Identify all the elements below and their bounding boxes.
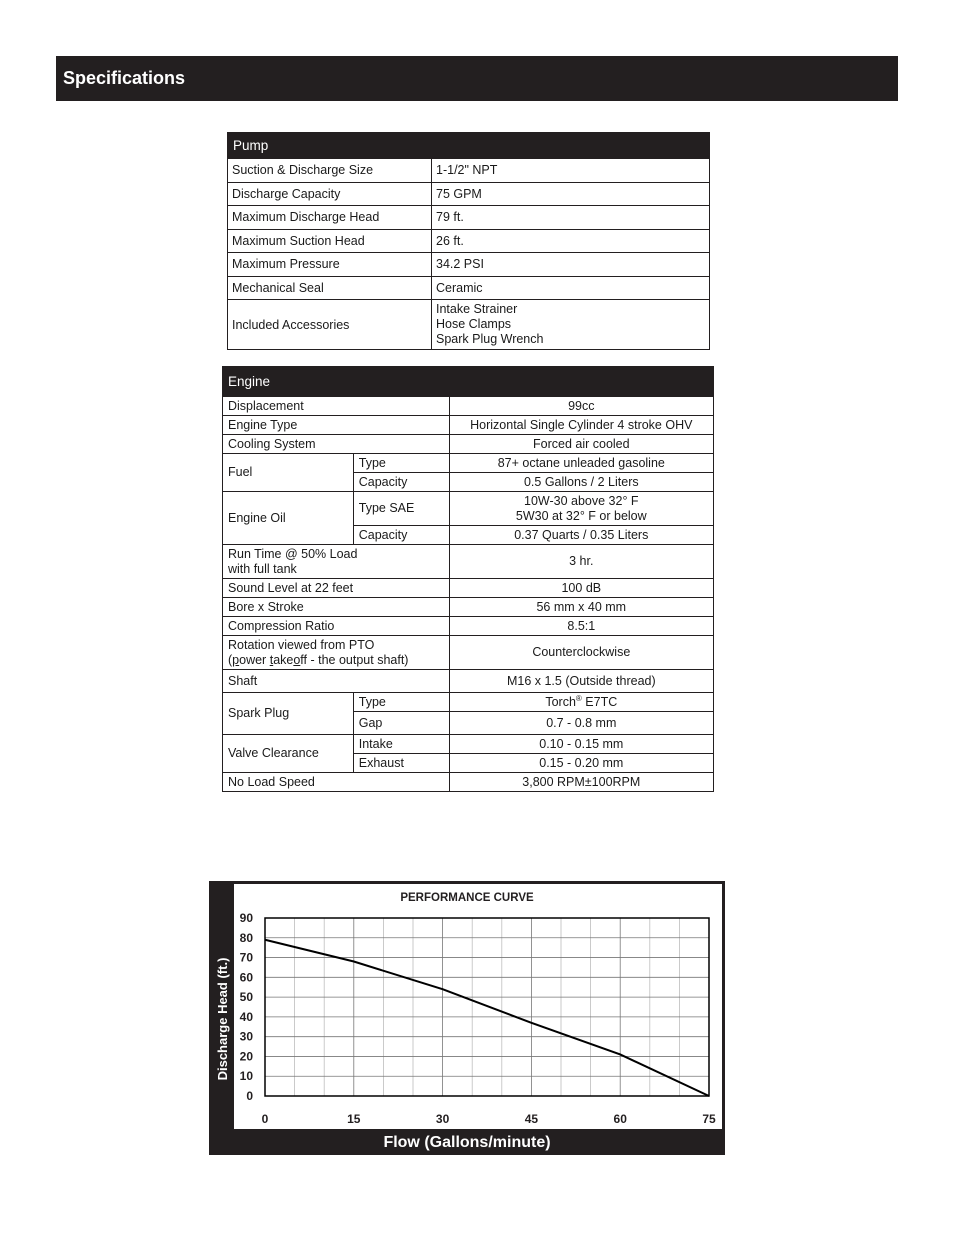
spec-value: 8.5:1 <box>449 617 713 636</box>
spec-value: 0.7 - 0.8 mm <box>449 712 713 735</box>
x-tick-label: 60 <box>613 1112 627 1126</box>
spec-label: Fuel <box>223 454 354 492</box>
table-row <box>223 492 714 526</box>
spec-label: Bore x Stroke <box>223 598 450 617</box>
spec-value: 75 GPM <box>432 182 710 206</box>
pump-spec-table <box>227 132 710 350</box>
spec-sublabel: Gap <box>353 712 449 735</box>
spec-value: 34.2 PSI <box>432 253 710 277</box>
x-tick-label: 30 <box>435 1112 450 1126</box>
spec-value: Forced air cooled <box>449 435 713 454</box>
table-row <box>228 253 710 277</box>
y-tick-label: 60 <box>239 970 253 985</box>
spec-value: Ceramic <box>432 276 710 300</box>
list-item: Hose Clamps <box>436 317 512 331</box>
label-line: Rotation viewed from PTO <box>228 637 375 652</box>
spec-label: Engine Type <box>223 416 450 435</box>
spec-value: 79 ft. <box>432 206 710 230</box>
table-row <box>223 435 714 454</box>
spec-value: 3 hr. <box>449 545 713 579</box>
spec-label: Maximum Discharge Head <box>228 206 432 230</box>
spec-label: Displacement <box>223 397 450 416</box>
spec-label: Discharge Capacity <box>228 182 432 206</box>
chart-plot-background <box>234 884 722 1129</box>
spec-label: Included Accessories <box>228 300 432 350</box>
spec-value: Counterclockwise <box>449 636 713 670</box>
table-row <box>228 159 710 183</box>
y-tick-label: 40 <box>239 1009 253 1024</box>
spec-value: Torch® E7TC <box>449 693 713 712</box>
spec-value: 1-1/2" NPT <box>432 159 710 183</box>
spec-value: 0.37 Quarts / 0.35 Liters <box>449 526 713 545</box>
spec-label: Maximum Suction Head <box>228 229 432 253</box>
table-row <box>223 773 714 792</box>
table-row <box>223 545 714 579</box>
x-tick-label: 0 <box>261 1112 269 1126</box>
spec-label: Cooling System <box>223 435 450 454</box>
spec-sublabel: Capacity <box>353 473 449 492</box>
y-tick-label: 10 <box>239 1069 253 1084</box>
spec-value: 26 ft. <box>432 229 710 253</box>
table-row <box>223 579 714 598</box>
spec-label: Valve Clearance <box>223 735 354 773</box>
pump-heading: Pump <box>228 133 710 159</box>
spec-label: Mechanical Seal <box>228 276 432 300</box>
label-line: Run Time @ 50% Load <box>228 546 358 561</box>
spec-label: Maximum Pressure <box>228 253 432 277</box>
y-tick-label: 20 <box>239 1049 253 1064</box>
y-tick-label: 0 <box>246 1089 253 1103</box>
table-row <box>223 416 714 435</box>
label-line: (power takeoff - the output shaft) <box>228 652 409 667</box>
spec-value: 56 mm x 40 mm <box>449 598 713 617</box>
table-row <box>223 693 714 712</box>
engine-heading: Engine <box>223 367 714 397</box>
chart-y-axis-label: Discharge Head (ft.) <box>215 957 230 1081</box>
list-item: Intake Strainer <box>436 302 518 316</box>
spec-label: Shaft <box>223 670 450 693</box>
spec-value: 0.10 - 0.15 mm <box>449 735 713 754</box>
spec-label <box>223 636 450 670</box>
table-row <box>223 670 714 693</box>
spec-sublabel: Intake <box>353 735 449 754</box>
spec-label: Suction & Discharge Size <box>228 159 432 183</box>
spec-sublabel: Capacity <box>353 526 449 545</box>
table-row <box>223 397 714 416</box>
x-tick-label: 75 <box>702 1112 716 1126</box>
table-row <box>228 276 710 300</box>
table-row <box>228 206 710 230</box>
spec-label <box>223 545 450 579</box>
accessories-list <box>432 300 710 350</box>
page-title: Specifications <box>56 56 898 101</box>
x-tick-label: 45 <box>524 1112 539 1126</box>
table-row <box>223 454 714 473</box>
spec-value <box>449 492 713 526</box>
x-tick-label: 15 <box>347 1112 361 1126</box>
table-row <box>223 598 714 617</box>
table-row <box>223 735 714 754</box>
label-line: with full tank <box>228 561 297 576</box>
y-tick-label: 80 <box>239 930 253 945</box>
spec-label: Engine Oil <box>223 492 354 545</box>
spec-value: M16 x 1.5 (Outside thread) <box>449 670 713 693</box>
spec-value: 3,800 RPM±100RPM <box>449 773 713 792</box>
oil-type-line: 5W30 at 32° F or below <box>515 508 647 523</box>
spec-sublabel: Exhaust <box>353 754 449 773</box>
y-tick-label: 50 <box>239 990 253 1005</box>
spec-value: 100 dB <box>449 579 713 598</box>
spec-label: Compression Ratio <box>223 617 450 636</box>
chart-svg <box>209 881 725 1155</box>
y-tick-label: 90 <box>239 911 253 925</box>
spec-label: Spark Plug <box>223 693 354 735</box>
spec-value: 87+ octane unleaded gasoline <box>449 454 713 473</box>
y-tick-label: 30 <box>239 1029 253 1044</box>
performance-chart <box>209 881 725 1155</box>
table-row <box>228 300 710 350</box>
spec-sublabel: Type <box>353 693 449 712</box>
engine-spec-table <box>222 366 714 792</box>
spec-value: Horizontal Single Cylinder 4 stroke OHV <box>449 416 713 435</box>
spec-sublabel: Type SAE <box>353 492 449 526</box>
spec-label: Sound Level at 22 feet <box>223 579 450 598</box>
chart-title: PERFORMANCE CURVE <box>400 892 534 904</box>
table-row <box>223 636 714 670</box>
chart-x-axis-label: Flow (Gallons/minute) <box>383 1134 551 1151</box>
table-row <box>223 617 714 636</box>
oil-type-line: 10W-30 above 32° F <box>524 493 639 508</box>
spec-value: 99cc <box>449 397 713 416</box>
y-tick-label: 70 <box>239 950 253 965</box>
table-row <box>228 229 710 253</box>
table-row <box>228 182 710 206</box>
list-item: Spark Plug Wrench <box>436 332 544 346</box>
spec-value: 0.5 Gallons / 2 Liters <box>449 473 713 492</box>
spec-sublabel: Type <box>353 454 449 473</box>
spec-label: No Load Speed <box>223 773 450 792</box>
spec-value: 0.15 - 0.20 mm <box>449 754 713 773</box>
